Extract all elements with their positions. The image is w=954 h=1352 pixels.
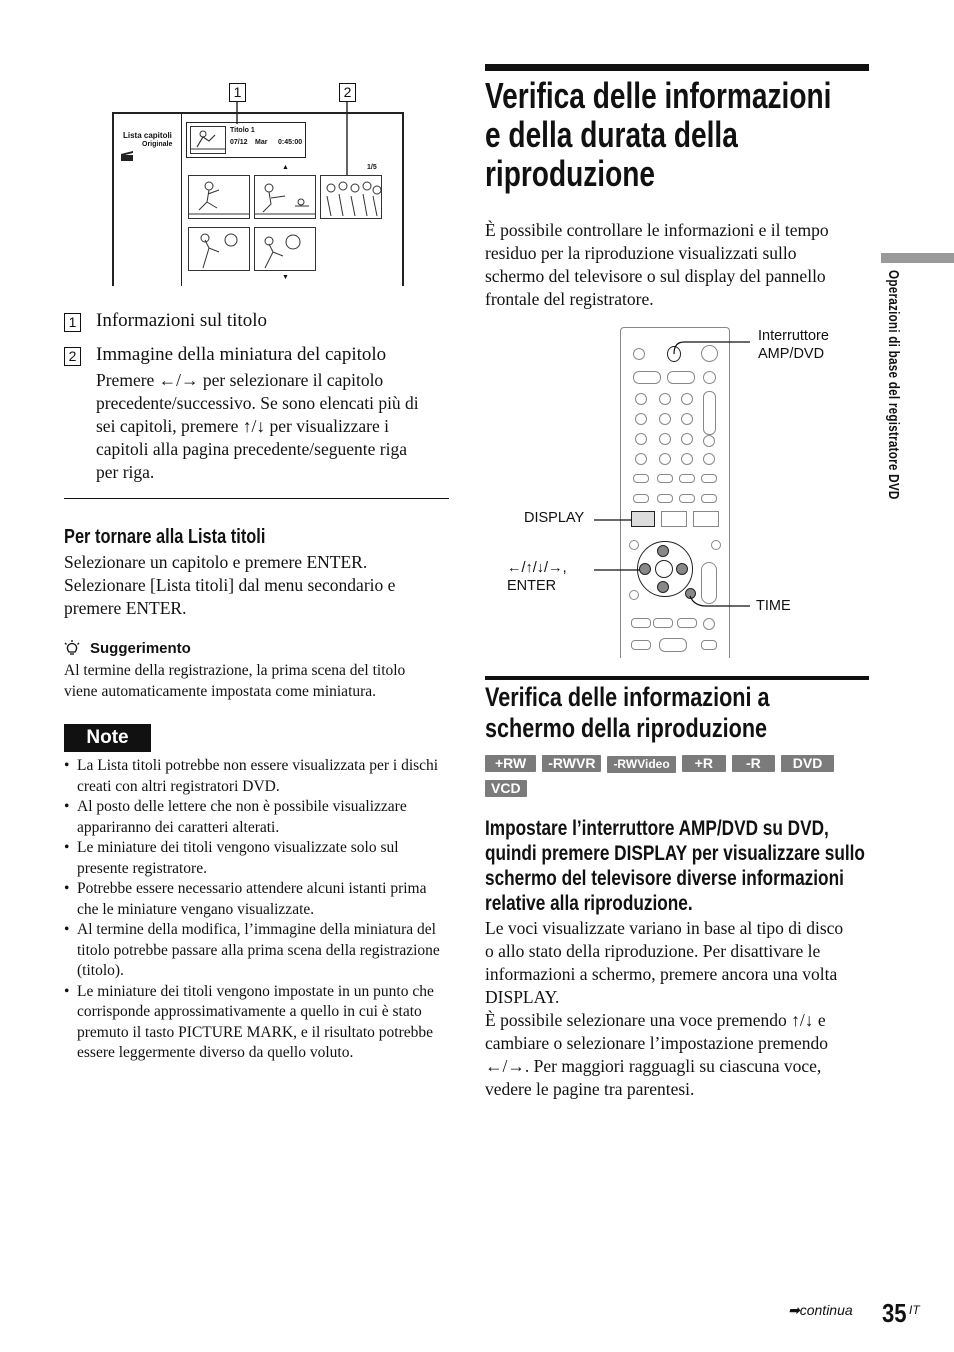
badge-dvd: DVD (781, 755, 835, 772)
intro-line-3: schermo del televisore o sul display del pannello (485, 266, 826, 286)
intro-line-1: È possibile controllare le informazioni e il tempo (485, 220, 829, 240)
legend-detail-line-1: Premere ←/→ per selezionare il capitolo (96, 370, 384, 390)
section-rule (485, 676, 869, 680)
right-arrow-icon: ➡ (788, 1302, 800, 1318)
note-list (64, 756, 448, 1064)
badge-minus-rw-video: -RWVideo (607, 756, 675, 773)
title-day: Mar (255, 139, 268, 146)
page-title-line-1: Verifica delle informazioni (485, 75, 832, 116)
note-heading: Note (64, 724, 151, 752)
continua (788, 1302, 853, 1319)
step-line-4: relative alla riproduzione. (485, 892, 693, 915)
legend-detail-line-2: precedente/successivo. Se sono elencati più di (96, 393, 419, 413)
legend-num-1: 1 (64, 313, 81, 332)
label-switch-1: Interruttore (758, 328, 829, 344)
chapter-thumb-4 (188, 227, 250, 271)
badge-plus-rw: +RW (485, 755, 536, 772)
section-title (485, 682, 770, 744)
tip-text-2: viene automaticamente impostata come miniatura. (64, 683, 377, 700)
continua-label: continua (799, 1302, 853, 1318)
badge-minus-r: -R (732, 755, 775, 772)
title-duration: 0:45:00 (278, 139, 303, 146)
legend-detail-line-4: capitoli alla pagina precedente/seguente riga (96, 439, 407, 459)
badge-plus-r: +R (682, 755, 726, 772)
title-rule (485, 64, 869, 71)
side-tab-text: Operazioni di base del registratore DVD (885, 270, 902, 500)
chapter-thumb-2 (254, 175, 316, 219)
disc-badges (485, 755, 869, 799)
note-item: • Al posto delle lettere che non è possibile visualizzare appariranno dei caratteri alterati. (64, 797, 448, 838)
lightbulb-icon (64, 640, 80, 658)
intro-line-4: frontale del registratore. (485, 289, 654, 309)
step-body-3: informazioni a schermo, premere ancora una volta (485, 964, 838, 984)
step-line-1: Impostare l’interruttore AMP/DVD su DVD, (485, 817, 829, 840)
note-item: • Le miniature dei titoli vengono visualizzate solo sul presente registratore. (64, 838, 448, 879)
title-thumbnail (190, 126, 226, 154)
down-arrow-icon: ▼ (282, 274, 289, 281)
step-body-6: cambiare o selezionare l’impostazione premendo (485, 1033, 829, 1053)
title-info-box (186, 122, 306, 158)
return-text-3: premere ENTER. (64, 598, 187, 618)
screen-menu-title: Lista capitoli (123, 131, 172, 140)
step-line-2: quindi premere DISPLAY per visualizzare sullo (485, 842, 865, 865)
note-item: • La Lista titoli potrebbe non essere visualizzata per i dischi creati con altri registratori DVD. (64, 756, 448, 797)
label-switch-2: AMP/DVD (758, 346, 825, 362)
section-title-line-2: schermo della riproduzione (485, 713, 768, 743)
badge-vcd: VCD (485, 780, 527, 797)
page-title-line-2: e della durata della (485, 114, 738, 155)
step-body-5: È possibile selezionare una voce premendo ↑/↓ e (485, 1010, 826, 1030)
legend-num-2: 2 (64, 347, 81, 366)
label-time: TIME (756, 598, 791, 614)
divider (64, 498, 449, 499)
side-tab-bar (881, 253, 954, 263)
page-title (485, 76, 831, 193)
return-text-1: Selezionare un capitolo e premere ENTER. (64, 552, 368, 572)
page-indicator: 1/5 (367, 164, 377, 171)
title-date: 07/12 (230, 139, 248, 146)
step-body-4: DISPLAY. (485, 987, 560, 1007)
step-body-8: vedere le pagine tra parentesi. (485, 1079, 695, 1099)
section-title-line-1: Verifica delle informazioni a (485, 682, 770, 712)
note-item: • Al termine della modifica, l’immagine della miniatura del titolo potrebbe passare alla prima scena della registrazione (titolo). (64, 920, 448, 982)
legend-text-1: Informazioni sul titolo (96, 310, 267, 331)
chapter-thumb-1 (188, 175, 250, 219)
page-suffix: IT (909, 1303, 920, 1317)
page-title-line-3: riproduzione (485, 153, 656, 194)
title-name: Titolo 1 (230, 127, 255, 134)
chapter-list-screen (112, 112, 404, 286)
chapter-thumb-5 (254, 227, 316, 271)
step-line-3: schermo del televisore diverse informazioni (485, 867, 844, 890)
step-body-7: ←/→. Per maggiori ragguagli su ciascuna voce, (485, 1056, 822, 1076)
intro-line-2: residuo per la riproduzione visualizzati sullo (485, 243, 797, 263)
step-heading (485, 816, 865, 916)
legend-detail-line-3: sei capitoli, premere ↑/↓ per visualizzare i (96, 416, 389, 436)
callout-1: 1 (229, 83, 246, 102)
label-enter: ENTER (507, 578, 557, 594)
callout-2: 2 (339, 83, 356, 102)
tip-heading: Suggerimento (90, 640, 191, 657)
legend-detail-line-5: per riga. (96, 462, 155, 482)
note-item: • Le miniature dei titoli vengono impostate in un punto che corrisponde approssimativamente a quello in cui è stato premuto il tasto PICTURE MARK, e il risultato potrebbe essere leggermente diverso da quello voluto. (64, 982, 448, 1064)
label-display: DISPLAY (524, 510, 585, 526)
step-body-1: Le voci visualizzate variano in base al tipo di disco (485, 918, 844, 938)
screen-menu-sub: Originale (142, 141, 173, 148)
legend-text-2: Immagine della miniatura del capitolo (96, 344, 387, 365)
remote-callout-lines (560, 330, 760, 630)
tip-text-1: Al termine della registrazione, la prima scena del titolo (64, 662, 406, 679)
page-number: 35 (882, 1298, 907, 1328)
chapter-thumb-3 (320, 175, 382, 219)
note-item: • Potrebbe essere necessario attendere alcuni istanti prima che le miniature vengano visualizzate. (64, 879, 448, 920)
up-arrow-icon: ▲ (282, 164, 289, 171)
return-text-2: Selezionare [Lista titoli] dal menu secondario e (64, 575, 396, 595)
label-arrows: ←/↑/↓/→, (507, 560, 567, 576)
clapper-icon (120, 149, 132, 159)
return-heading: Per tornare alla Lista titoli (64, 526, 266, 548)
badge-minus-rw-vr: -RWVR (542, 755, 601, 772)
step-body-2: o allo stato della riproduzione. Per disattivare le (485, 941, 821, 961)
